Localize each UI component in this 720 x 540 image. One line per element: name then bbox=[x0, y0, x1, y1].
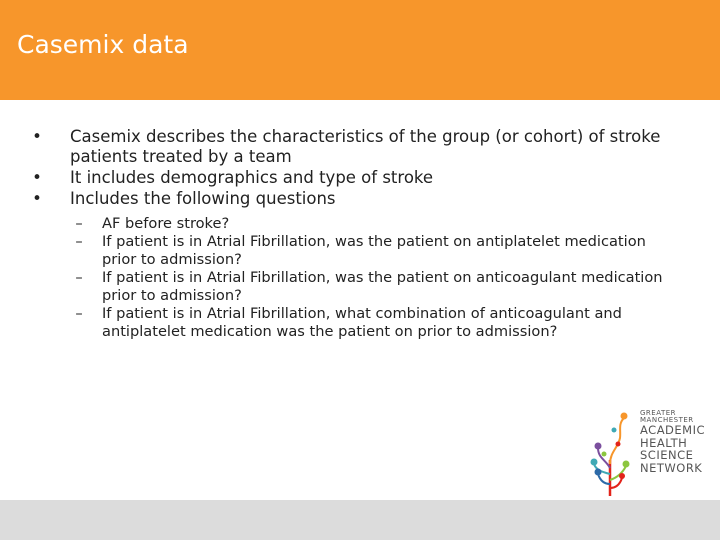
sub-bullet-item bbox=[70, 305, 670, 340]
sub-bullet-list bbox=[70, 215, 670, 341]
bullet-item bbox=[30, 127, 670, 167]
bullet-text: Includes the following questions bbox=[70, 189, 336, 209]
logo-node bbox=[619, 473, 625, 479]
bullet-marker: • bbox=[32, 127, 42, 146]
logo-node bbox=[612, 428, 617, 433]
logo-word: GREATER bbox=[640, 409, 677, 417]
footer-bar bbox=[0, 500, 720, 540]
sub-bullet-item bbox=[70, 269, 670, 304]
bullet-item bbox=[30, 189, 670, 340]
bullet-marker: • bbox=[32, 189, 42, 209]
dash-marker: – bbox=[75, 233, 83, 250]
slide-header bbox=[0, 0, 720, 100]
bullet-list bbox=[30, 127, 670, 340]
dash-marker: – bbox=[75, 214, 83, 232]
logo-node bbox=[595, 469, 602, 476]
bullet-marker: • bbox=[32, 168, 42, 188]
sub-bullet-text: If patient is in Atrial Fibrillation, was the patient on antiplatelet medication prior to admission? bbox=[102, 233, 646, 268]
dash-marker: – bbox=[75, 305, 83, 322]
slide-title: Casemix data bbox=[17, 30, 189, 59]
logo-node bbox=[616, 442, 621, 447]
logo-word: ACADEMIC bbox=[640, 423, 706, 437]
sub-bullet-text: If patient is in Atrial Fibrillation, what combination of anticoagulant and antiplatelet medication was the patient on prior to admission? bbox=[102, 305, 622, 340]
slide-content bbox=[30, 127, 670, 341]
bullet-text: It includes demographics and type of stroke bbox=[70, 168, 434, 188]
logo-word: NETWORK bbox=[640, 460, 703, 475]
dash-marker: – bbox=[75, 269, 83, 286]
logo-node bbox=[591, 459, 598, 466]
logo-node bbox=[621, 413, 628, 420]
logo-word: MANCHESTER bbox=[640, 416, 694, 424]
bullet-item bbox=[30, 168, 670, 188]
logo-node bbox=[602, 452, 607, 457]
sub-bullet-item bbox=[70, 233, 670, 268]
logo-word: HEALTH bbox=[640, 435, 688, 450]
logo-node bbox=[595, 443, 602, 450]
sub-bullet-item bbox=[70, 215, 670, 233]
gm-ahsn-logo-text bbox=[640, 410, 710, 474]
logo-node bbox=[623, 461, 630, 468]
sub-bullet-text: AF before stroke? bbox=[102, 214, 230, 232]
sub-bullet-text: If patient is in Atrial Fibrillation, was the patient on anticoagulant medication prior to admission? bbox=[102, 269, 663, 304]
bullet-text: Casemix describes the characteristics of the group (or cohort) of stroke patients treated by a team bbox=[70, 127, 661, 167]
logo-word: SCIENCE bbox=[640, 448, 694, 462]
